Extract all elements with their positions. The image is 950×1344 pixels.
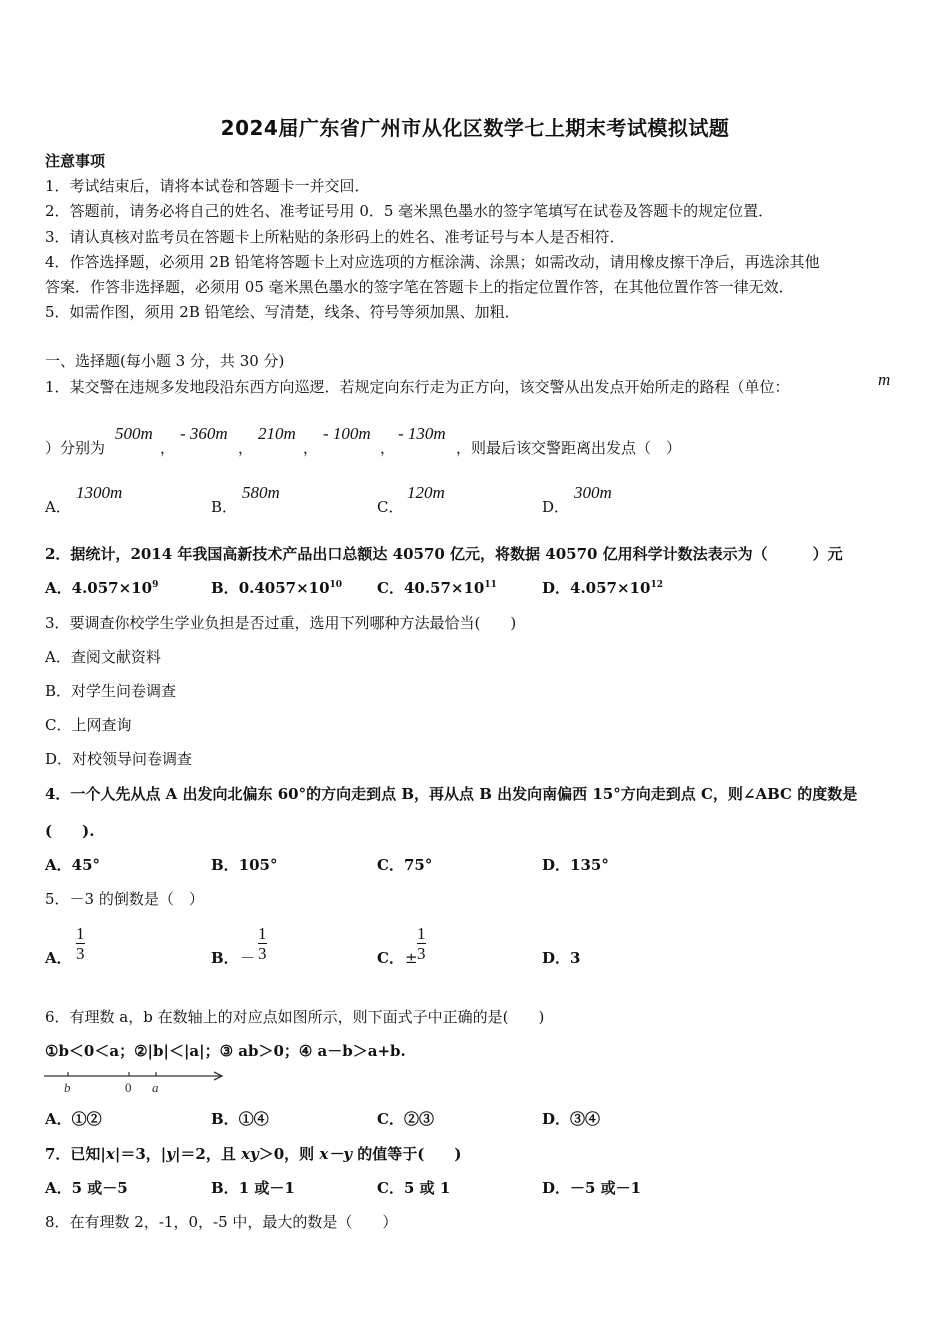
notice-item: 4．作答选择题，必须用 2B 铅笔将答题卡上对应选项的方框涂满、涂黑；如需改动，请用橡皮擦干净后，再选涂其他 (45, 253, 820, 271)
q4-option: B．105° (211, 856, 278, 874)
q3-option: C．上网查询 (45, 716, 132, 734)
q5-option-fraction: $\frac{1}{3}$ (258, 924, 267, 963)
q2-option: C．$40.57\times 10^{11}$ (377, 579, 497, 597)
q1-sep: ， (160, 439, 176, 457)
q7-option: A．5 或－5 (45, 1179, 128, 1197)
q6-option: C．②③ (377, 1110, 434, 1128)
q1-option-value: 300m (574, 483, 612, 502)
q1-option-letter: A． (45, 498, 71, 516)
q3-stem: 3．要调查你校学生学业负担是否过重，选用下列哪种方法最恰当( ) (45, 614, 517, 632)
q6-option: D．③④ (542, 1110, 601, 1128)
q5-stem: 5．－3 的倒数是（ ） (45, 890, 204, 908)
q2-option: D．$4.057\times 10^{12}$ (542, 579, 663, 597)
q5-option-letter: B． (211, 949, 239, 967)
q1-option-letter: D． (542, 498, 570, 516)
notice-item: 1．考试结束后，请将本试卷和答题卡一并交回． (45, 177, 370, 195)
q7-option: B．1 或－1 (211, 1179, 295, 1197)
q1-sep: ， (303, 439, 319, 457)
notice-heading: 注意事项 (45, 152, 106, 170)
q1-sep: ， (238, 439, 254, 457)
number-line-figure (44, 1068, 226, 1096)
q5-option-sign: ± (405, 949, 418, 967)
q3-option: D．对校领导问卷调查 (45, 750, 193, 768)
q1-stem-line2-suffix: ，则最后该交警距离出发点（ ） (456, 439, 682, 457)
q2-stem: 2．据统计，2014 年我国高新技术产品出口总额达 40570 亿元，将数据 40570 亿用科学计数法表示为（ ）元 (45, 545, 843, 563)
q1-value: - 100m (323, 424, 371, 443)
q1-value: - 360m (180, 424, 228, 443)
page-title: 2024届广东省广州市从化区数学七上期末考试模拟试题 (220, 116, 730, 140)
axis-label-a: a (152, 1080, 159, 1095)
q2-option: A．$4.057\times 10^9$ (45, 579, 159, 597)
q3-option: B．对学生问卷调查 (45, 682, 177, 700)
q1-stem-line2-prefix: ）分别为 (45, 439, 106, 457)
q1-value: 210m (258, 424, 296, 443)
q5-option-fraction: $\frac{1}{3}$ (417, 924, 426, 963)
q6-option: A．①② (45, 1110, 102, 1128)
q1-stem-line1: 1．某交警在违规多发地段沿东西方向巡逻．若规定向东行走为正方向，该交警从出发点开始所走的路程（单位： (45, 378, 790, 396)
q3-option: A．查阅文献资料 (45, 648, 161, 666)
axis-label-zero: 0 (125, 1080, 132, 1095)
q2-option: B．$0.4057\times 10^{10}$ (211, 579, 343, 597)
q1-unit: m (878, 370, 891, 389)
q4-stem-line2: ( ). (45, 822, 95, 840)
q1-value: 500m (115, 424, 153, 443)
q4-option: A．45° (45, 856, 101, 874)
q1-option-letter: C． (377, 498, 404, 516)
notice-item: 2．答题前，请务必将自己的姓名、准考证号用 0．5 毫米黑色墨水的签字笔填写在试卷及答题卡的规定位置． (45, 202, 774, 220)
q4-option: C．75° (377, 856, 433, 874)
notice-item: 3．请认真核对监考员在答题卡上所粘贴的条形码上的姓名、准考证号与本人是否相符． (45, 228, 625, 246)
q7-option: D．－5 或－1 (542, 1179, 642, 1197)
q7-option: C．5 或 1 (377, 1179, 451, 1197)
q4-stem: 4．一个人先从点 A 出发向北偏东 60°的方向走到点 B，再从点 B 出发向南偏西 15°方向走到点 C，则∠ABC 的度数是 (45, 785, 858, 803)
q8-stem: 8．在有理数 2，-1，0，-5 中，最大的数是（ ） (45, 1213, 398, 1231)
q1-option-value: 120m (407, 483, 445, 502)
q5-option-fraction: $\frac{1}{3}$ (76, 924, 85, 963)
q1-option-letter: B． (211, 498, 238, 516)
q1-sep: ， (380, 439, 396, 457)
notice-item: 5．如需作图，须用 2B 铅笔绘、写清楚，线条、符号等须加黑、加粗． (45, 303, 520, 321)
q6-stem: 6．有理数 a，b 在数轴上的对应点如图所示，则下面式子中正确的是( ) (45, 1008, 545, 1026)
section-heading: 一、选择题(每小题 3 分，共 30 分) (45, 352, 285, 370)
q4-option: D．135° (542, 856, 609, 874)
q6-conditions: ①b＜0＜a；②|b|＜|a|；③ ab＞0；④ a－b＞a+b. (45, 1042, 406, 1060)
q5-option-letter: A． (45, 949, 72, 967)
q5-option-letter: C． (377, 949, 404, 967)
notice-item: 答案．作答非选择题，必须用 05 毫米黑色墨水的签字笔在答题卡上的指定位置作答，在其他位置作答一律无效． (45, 278, 794, 296)
q5-option: D．3 (542, 949, 581, 967)
q1-value: - 130m (398, 424, 446, 443)
q1-option-value: 580m (242, 483, 280, 502)
q5-option-sign: － (240, 949, 256, 967)
q1-option-value: 1300m (76, 483, 123, 502)
axis-label-b: b (64, 1080, 71, 1095)
q7-stem: 7．已知|x|＝3，|y|＝2，且 xy＞0，则 x－y 的值等于( ) (45, 1145, 462, 1163)
q6-option: B．①④ (211, 1110, 269, 1128)
